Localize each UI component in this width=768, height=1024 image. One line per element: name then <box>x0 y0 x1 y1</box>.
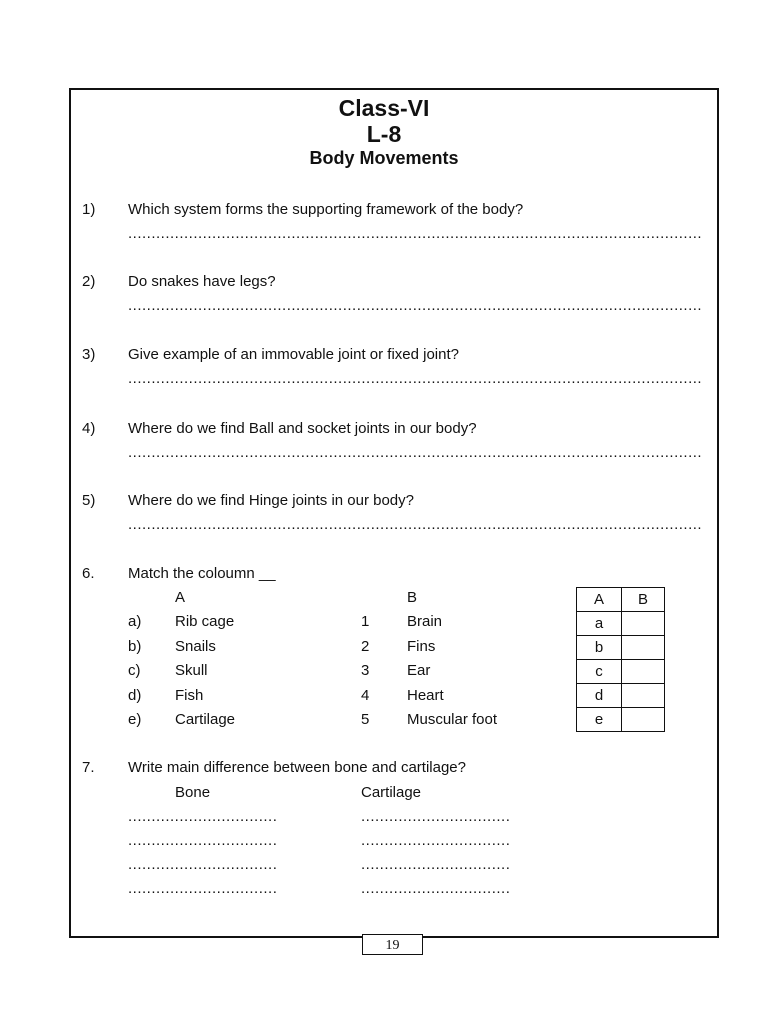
question-1-number: 1) <box>82 201 96 218</box>
bone-answer-line[interactable]: ................................ <box>128 856 278 873</box>
answer-table-cell[interactable] <box>622 684 665 708</box>
match-row-letter: e) <box>128 711 142 728</box>
question-5-answer-line[interactable]: ........................................................................................................................... <box>128 516 703 533</box>
question-1-answer-line[interactable]: ........................................................................................................................... <box>128 225 703 242</box>
match-row-num: 2 <box>361 638 370 655</box>
answer-table-letter: b <box>577 636 622 660</box>
question-4-number: 4) <box>82 420 96 437</box>
match-row-b: Heart <box>407 687 444 704</box>
match-row-letter: a) <box>128 613 142 630</box>
answer-table-header-a: A <box>577 588 622 612</box>
page-number: 19 <box>362 934 423 955</box>
bone-answer-line[interactable]: ................................ <box>128 832 278 849</box>
answer-table-cell[interactable] <box>622 612 665 636</box>
answer-table-header-b: B <box>622 588 665 612</box>
match-row-letter: c) <box>128 662 141 679</box>
chapter-title: Body Movements <box>309 148 459 168</box>
answer-table-letter: d <box>577 684 622 708</box>
question-3-answer-line[interactable]: ........................................................................................................................... <box>128 370 703 387</box>
match-answer-table <box>576 587 665 732</box>
match-row-a: Rib cage <box>175 613 235 630</box>
match-row-num: 3 <box>361 662 370 679</box>
cartilage-answer-line[interactable]: ................................ <box>361 832 511 849</box>
question-2-number: 2) <box>82 273 96 290</box>
question-1-text: Which system forms the supporting framework of the body? <box>128 201 524 218</box>
match-row-letter: d) <box>128 687 142 704</box>
match-col-a-header: A <box>175 589 186 606</box>
match-row-a: Fish <box>175 687 204 704</box>
bone-answer-line[interactable]: ................................ <box>128 880 278 897</box>
class-title: Class-VI <box>338 95 430 121</box>
bone-answer-line[interactable]: ................................ <box>128 808 278 825</box>
match-row-letter: b) <box>128 638 142 655</box>
difference-col-cartilage: Cartilage <box>361 784 422 801</box>
answer-table-cell[interactable] <box>622 636 665 660</box>
question-6-text: Match the coloumn __ <box>128 565 276 582</box>
answer-table-cell[interactable] <box>622 660 665 684</box>
answer-table-letter: c <box>577 660 622 684</box>
match-row-num: 1 <box>361 613 370 630</box>
question-2-answer-line[interactable]: ........................................................................................................................... <box>128 297 703 314</box>
question-7-number: 7. <box>82 759 95 776</box>
match-row-num: 5 <box>361 711 370 728</box>
cartilage-answer-line[interactable]: ................................ <box>361 880 511 897</box>
match-row-b: Muscular foot <box>407 711 498 728</box>
cartilage-answer-line[interactable]: ................................ <box>361 856 511 873</box>
difference-col-bone: Bone <box>175 784 211 801</box>
question-2-text: Do snakes have legs? <box>128 273 276 290</box>
match-row-b: Fins <box>407 638 436 655</box>
question-5-text: Where do we find Hinge joints in our body? <box>128 492 414 509</box>
match-row-a: Skull <box>175 662 208 679</box>
lesson-title: L-8 <box>366 121 402 147</box>
match-row-num: 4 <box>361 687 370 704</box>
question-4-text: Where do we find Ball and socket joints in our body? <box>128 420 477 437</box>
match-col-b-header: B <box>407 589 418 606</box>
question-3-text: Give example of an immovable joint or fixed joint? <box>128 346 459 363</box>
match-row-a: Snails <box>175 638 216 655</box>
match-row-b: Ear <box>407 662 431 679</box>
match-row-b: Brain <box>407 613 443 630</box>
question-4-answer-line[interactable]: ........................................................................................................................... <box>128 444 703 461</box>
cartilage-answer-line[interactable]: ................................ <box>361 808 511 825</box>
answer-table-letter: e <box>577 708 622 732</box>
answer-table-cell[interactable] <box>622 708 665 732</box>
question-5-number: 5) <box>82 492 96 509</box>
question-7-text: Write main difference between bone and cartilage? <box>128 759 466 776</box>
answer-table-letter: a <box>577 612 622 636</box>
question-6-number: 6. <box>82 565 95 582</box>
match-row-a: Cartilage <box>175 711 236 728</box>
question-3-number: 3) <box>82 346 96 363</box>
